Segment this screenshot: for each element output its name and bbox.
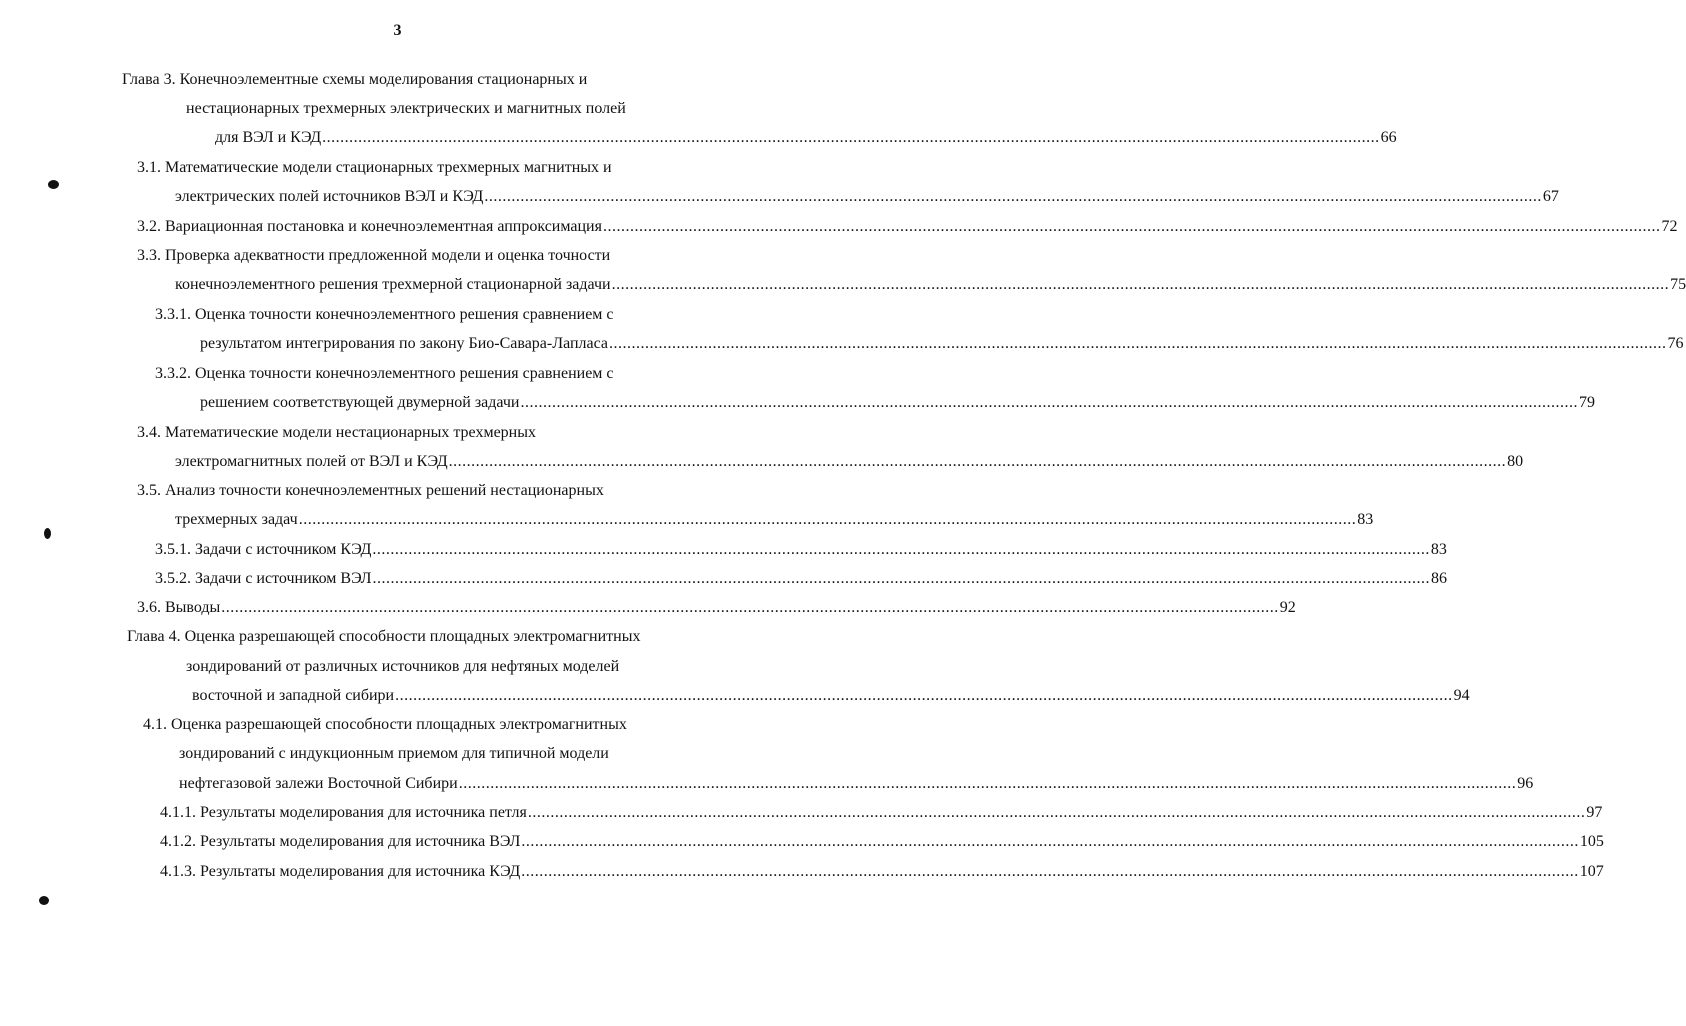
toc-section-3-2-title: 3.2. Вариационная постановка и конечноэлементная аппроксимация xyxy=(137,218,602,235)
toc-section-3-6-entry[interactable] xyxy=(137,597,1296,619)
toc-section-3-3-1-line-1: 3.3.1. Оценка точности конечноэлементного решения сравнением с xyxy=(155,306,614,323)
toc-section-4-1-line-3: нефтегазовой залежи Восточной Сибири xyxy=(179,775,458,792)
dot-leader: ........................................................................................................................................................................................................................................... xyxy=(221,599,1279,616)
toc-chapter-4-line-1: Глава 4. Оценка разрешающей способности площадных электромагнитных xyxy=(127,628,641,645)
toc-section-3-3-2-line-2: решением соответствующей двумерной задачи xyxy=(200,394,520,411)
toc-section-3-3-2-entry[interactable] xyxy=(200,392,1595,414)
toc-section-3-4-entry[interactable] xyxy=(175,451,1524,473)
toc-section-3-5-entry[interactable] xyxy=(175,509,1374,531)
toc-section-3-1-entry[interactable] xyxy=(175,186,1559,208)
toc-section-3-5-line-1: 3.5. Анализ точности конечноэлементных решений нестационарных xyxy=(137,482,604,499)
dot-leader: ........................................................................................................................................................................................................................................... xyxy=(298,511,1357,528)
toc-section-4-1-entry[interactable] xyxy=(179,773,1534,795)
toc-page-number: 97 xyxy=(1586,804,1603,821)
toc-section-3-4-line-2: электромагнитных полей от ВЭЛ и КЭД xyxy=(175,453,448,470)
toc-page-number: 107 xyxy=(1579,863,1604,880)
toc-section-3-1-line-2: электрических полей источников ВЭЛ и КЭД xyxy=(175,188,484,205)
toc-section-3-3-line-2: конечноэлементного решения трехмерной стационарной задачи xyxy=(175,276,611,293)
dot-leader: ........................................................................................................................................................................................................................................... xyxy=(521,863,1579,880)
toc-section-3-1-line-1: 3.1. Математические модели стационарных трехмерных магнитных и xyxy=(137,159,612,176)
toc-section-3-3-1-line-2: результатом интегрирования по закону Био-Савара-Лапласа xyxy=(200,335,609,352)
toc-section-3-3-line-1: 3.3. Проверка адекватности предложенной модели и оценка точности xyxy=(137,247,611,264)
toc-section-3-5-2-entry[interactable] xyxy=(155,568,1447,590)
scan-speck xyxy=(39,896,49,905)
dot-leader: ........................................................................................................................................................................................................................................... xyxy=(521,833,1579,850)
toc-section-3-3-entry[interactable] xyxy=(175,274,1686,296)
toc-section-4-1-2-title: 4.1.2. Результаты моделирования для источника ВЭЛ xyxy=(160,833,521,850)
toc-section-3-2-entry[interactable] xyxy=(137,216,1678,238)
toc-page-number: 72 xyxy=(1661,218,1678,235)
toc-page-number: 94 xyxy=(1453,687,1470,704)
toc-section-4-1-3-entry[interactable] xyxy=(160,861,1604,883)
toc-section-3-5-2-title: 3.5.2. Задачи с источником ВЭЛ xyxy=(155,570,372,587)
dot-leader: ........................................................................................................................................................................................................................................... xyxy=(458,775,1517,792)
toc-section-3-3-2-line-1: 3.3.2. Оценка точности конечноэлементного решения сравнением с xyxy=(155,365,614,382)
dot-leader: ........................................................................................................................................................................................................................................... xyxy=(484,188,1542,205)
toc-page-number: 105 xyxy=(1579,833,1604,850)
toc-section-4-1-2-entry[interactable] xyxy=(160,831,1604,853)
dot-leader: ........................................................................................................................................................................................................................................... xyxy=(322,129,1380,146)
page-number: 3 xyxy=(393,22,402,39)
toc-page-number: 92 xyxy=(1279,599,1296,616)
toc-page-number: 75 xyxy=(1670,276,1686,293)
toc-section-3-3-1-entry[interactable] xyxy=(200,333,1684,355)
toc-section-4-1-3-title: 4.1.3. Результаты моделирования для источника КЭД xyxy=(160,863,521,880)
toc-chapter-4-line-3: восточной и западной сибири xyxy=(192,687,395,704)
dot-leader: ........................................................................................................................................................................................................................................... xyxy=(527,804,1586,821)
toc-chapter-3-line-1: Глава 3. Конечноэлементные схемы моделирования стационарных и xyxy=(122,71,588,88)
toc-page-number: 83 xyxy=(1430,541,1447,558)
dot-leader: ........................................................................................................................................................................................................................................... xyxy=(609,335,1667,352)
toc-chapter-3-line-2: нестационарных трехмерных электрических и магнитных полей xyxy=(186,100,626,117)
toc-chapter-3-line-3: для ВЭЛ и КЭД xyxy=(215,129,322,146)
dot-leader: ........................................................................................................................................................................................................................................... xyxy=(372,541,1430,558)
toc-section-4-1-line-1: 4.1. Оценка разрешающей способности площадных электромагнитных xyxy=(143,716,627,733)
scan-speck xyxy=(44,528,51,539)
toc-page-number: 79 xyxy=(1578,394,1595,411)
toc-page-number: 76 xyxy=(1667,335,1684,352)
toc-section-3-4-line-1: 3.4. Математические модели нестационарных трехмерных xyxy=(137,424,536,441)
toc-section-4-1-1-entry[interactable] xyxy=(160,802,1603,824)
toc-page-number: 80 xyxy=(1507,453,1524,470)
scan-speck xyxy=(48,180,59,189)
dot-leader: ........................................................................................................................................................................................................................................... xyxy=(602,218,1661,235)
dot-leader: ........................................................................................................................................................................................................................................... xyxy=(611,276,1670,293)
toc-section-3-5-1-entry[interactable] xyxy=(155,539,1447,561)
toc-page-number: 67 xyxy=(1542,188,1559,205)
toc-page-number: 96 xyxy=(1517,775,1534,792)
toc-page-number: 86 xyxy=(1431,570,1447,587)
toc-chapter-3-entry[interactable] xyxy=(215,127,1397,149)
toc-chapter-4-line-2: зондирований от различных источников для нефтяных моделей xyxy=(186,658,620,675)
toc-chapter-4-entry[interactable] xyxy=(192,685,1470,707)
dot-leader: ........................................................................................................................................................................................................................................... xyxy=(520,394,1578,411)
toc-section-3-5-line-2: трехмерных задач xyxy=(175,511,298,528)
dot-leader: ........................................................................................................................................................................................................................................... xyxy=(372,570,1430,587)
toc-section-4-1-line-2: зондирований с индукционным приемом для типичной модели xyxy=(179,745,609,762)
toc-section-4-1-1-title: 4.1.1. Результаты моделирования для источника петля xyxy=(160,804,527,821)
toc-section-3-6-title: 3.6. Выводы xyxy=(137,599,221,616)
toc-page-number: 83 xyxy=(1357,511,1374,528)
dot-leader: ........................................................................................................................................................................................................................................... xyxy=(395,687,1453,704)
toc-section-3-5-1-title: 3.5.1. Задачи с источником КЭД xyxy=(155,541,372,558)
dot-leader: ........................................................................................................................................................................................................................................... xyxy=(448,453,1507,470)
toc-page-number: 66 xyxy=(1380,129,1397,146)
